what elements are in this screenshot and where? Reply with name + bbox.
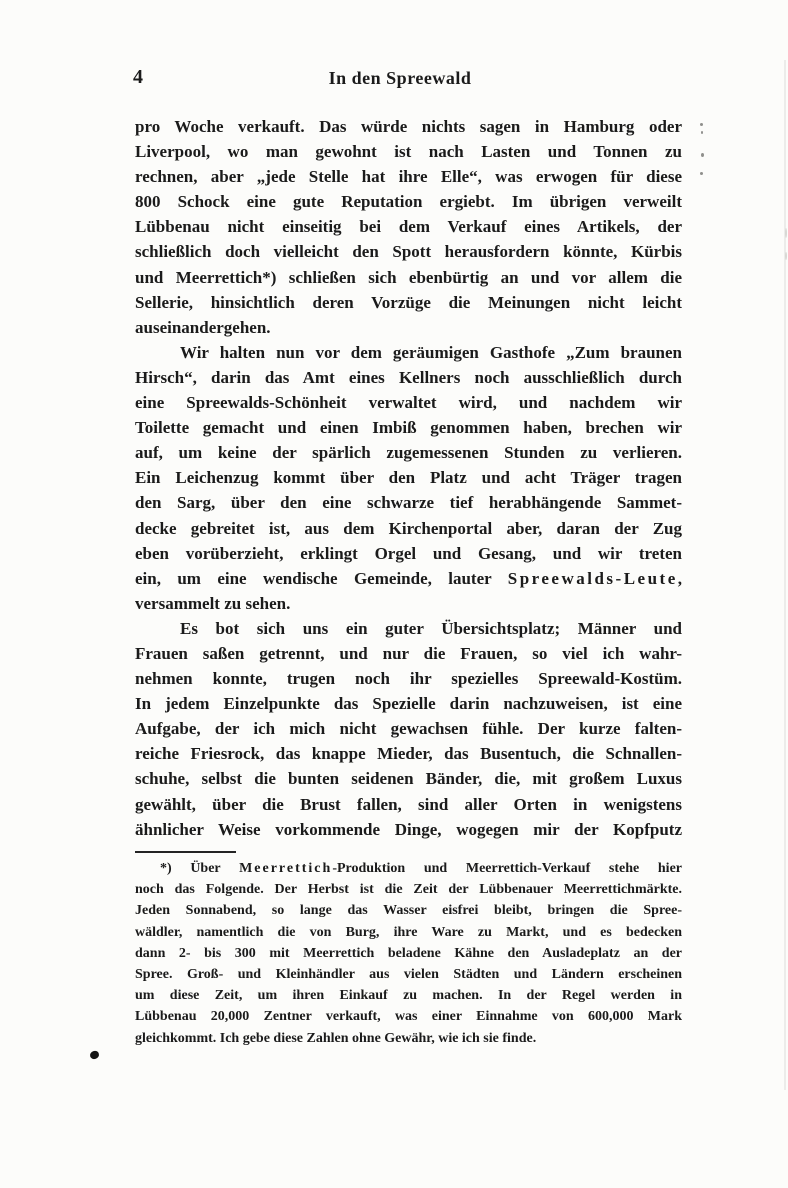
text-line: Jeden Sonnabend, so lange das Wasser eisfrei bleibt, bringen die Spree- [135,903,682,919]
scan-speck [700,172,703,175]
scan-speck [785,252,787,260]
text-line: Toilette gemacht und einen Imbiß genommen haben, brechen wir [135,418,682,438]
text-line: rechnen, aber „jede Stelle hat ihre Elle“, was erwogen für diese [135,167,682,187]
text-line: schließlich doch vielleicht den Spott herausfordern könnte, Kürbis [135,242,682,262]
text-line: Hirsch“, darin das Amt eines Kellners noch ausschließlich durch [135,367,682,387]
letterspaced-emphasis: Meerrettich [239,861,333,876]
text-line: versammelt zu sehen. [135,593,291,613]
text-line: Lübbenau nicht einseitig bei dem Verkauf eines Artikels, der [135,217,682,237]
text-line: gleichkommt. Ich gebe diese Zahlen ohne Gewähr, wie ich sie finde. [135,1030,537,1046]
text-line: ein, um eine wendische Gemeinde, lauter Spreewalds-Leute, [135,568,682,588]
text-line: auf, um keine der spärlich zugemessenen Stunden zu verlieren. [135,443,682,463]
paragraph-1 [135,114,682,340]
text-line: um diese Zeit, um ihren Einkauf zu machen. In der Regel werden in [135,988,682,1004]
letterspaced-emphasis: Spreewalds-Leute [507,568,678,588]
footnote-text [135,858,682,1049]
text-line: Aufgabe, der ich mich nicht gewachsen fühle. Der kurze falten- [135,719,682,739]
paragraph-2 [135,340,682,616]
text-line: ähnlicher Weise vorkommende Dinge, wogegen mir der Kopfputz [135,819,682,839]
text-line: Lübbenau 20,000 Zentner verkauft, was einer Einnahme von 600,000 Mark [135,1009,682,1025]
text-line: noch das Folgende. Der Herbst ist die Zeit der Lübbenauer Meerrettichmärkte. [135,882,682,898]
page-number: 4 [133,66,143,88]
scan-speck [701,153,704,157]
ink-spot [89,1050,100,1060]
text-line: *) Über Meerrettich-Produktion und Meerrettich-Verkauf stehe hier [160,861,682,876]
text-line: 800 Schock eine gute Reputation ergiebt. Im übrigen verweilt [135,192,682,212]
text-line: gewählt, über die Brust fallen, sind aller Orten in wenigstens [135,794,682,814]
scan-speck [700,123,703,126]
text-line: nehmen konnte, trugen noch ihr spezielles Spreewald-Kostüm. [135,669,682,689]
page-edge-scan-line [784,60,786,1090]
paragraph-3 [135,616,682,842]
text-line: Es bot sich uns ein guter Übersichtsplatz; Männer und [180,618,682,638]
text-line: Liverpool, wo man gewohnt ist nach Lasten und Tonnen zu [135,142,682,162]
text-line: Wir halten nun vor dem geräumigen Gasthofe „Zum braunen [180,342,682,362]
text-line: Frauen saßen getrennt, und nur die Frauen, so viel ich wahr- [135,643,682,663]
text-line: pro Woche verkauft. Das würde nichts sagen in Hamburg oder [135,117,682,136]
text-line: In jedem Einzelpunkte das Spezielle darin nachzuweisen, ist eine [135,694,682,714]
scan-speck [701,131,703,134]
text-line: auseinandergehen. [135,317,271,337]
footnote [135,858,682,1049]
text-line: schuhe, selbst die bunten seidenen Bänder, die, mit großem Luxus [135,769,682,789]
text-line: eben vorüberzieht, erklingt Orgel und Gesang, und wir treten [135,543,682,563]
text-line: reiche Friesrock, das knappe Mieder, das Busentuch, die Schnallen- [135,744,682,764]
text-line: Sellerie, hinsichtlich deren Vorzüge die Meinungen nicht leicht [135,292,682,312]
footnote-separator-rule [135,851,236,853]
text-line: Ein Leichenzug kommt über den Platz und acht Träger tragen [135,468,682,488]
running-title: In den Spreewald [328,68,472,88]
text-line: den Sarg, über den eine schwarze tief herabhängende Sammet- [135,493,682,513]
text-line: Spree. Groß- und Kleinhändler aus vielen Städten und Ländern erscheinen [135,966,682,982]
scan-speck [785,228,787,238]
text-line: dann 2- bis 300 mit Meerrettich beladene Kähne den Ausladeplatz an der [135,945,682,961]
body-text [135,114,682,842]
text-line: decke gebreitet ist, aus dem Kirchenportal aber, daran der Zug [135,518,682,538]
text-line: wäldler, namentlich die von Burg, ihre Ware zu Markt, und es bedecken [135,924,682,940]
text-line: eine Spreewalds-Schönheit verwaltet wird, und nachdem wir [135,393,682,413]
text-line: und Meerrettich*) schließen sich ebenbürtig an und vor allem die [135,267,682,287]
